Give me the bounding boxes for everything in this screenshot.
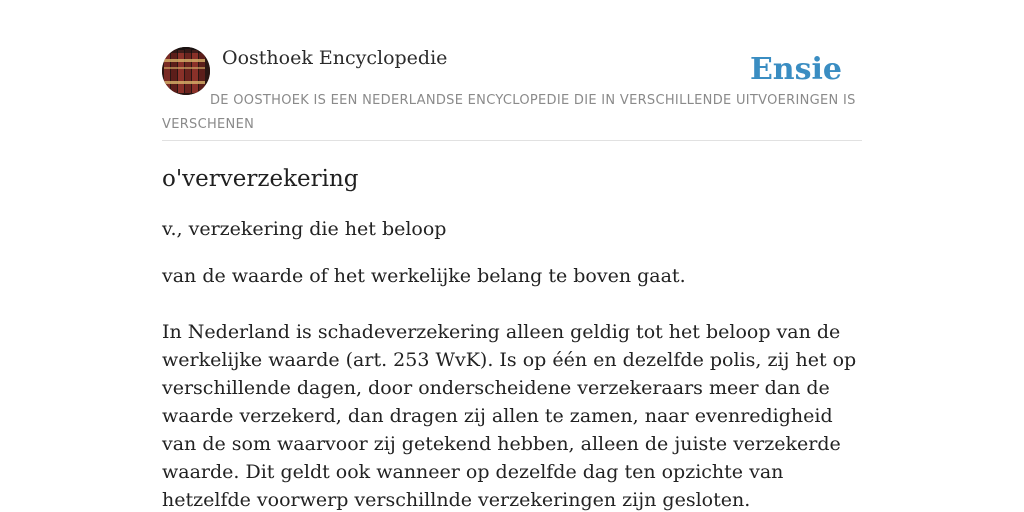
article	[162, 162, 862, 512]
site-tagline: DE OOSTHOEK IS EEN NEDERLANDSE ENCYCLOPEDIE DIE IN VERSCHILLENDE UITVOERINGEN IS VERSCHENEN	[162, 93, 856, 132]
article-title: o'ververzekering	[162, 166, 359, 192]
article-paragraph: v., verzekering die het beloop	[162, 218, 447, 240]
encyclopedia-books-avatar[interactable]	[162, 47, 210, 95]
article-paragraph: In Nederland is schadeverzekering alleen geldig tot het beloop van de werkelijke waarde (art. 253 WvK). Is op één en dezelfde polis, zij het op verschillende dagen, door onderscheidene verzekeraars meer dan de waarde verzekerd, dan dragen zij allen te zamen, naar evenredigheid van de som waarvoor zij getekend hebben, alleen de juiste verzekerde waarde. Dit geldt ook wanneer op dezelfde dag ten opzichte van hetzelfde voorwerp verschillnde verzekeringen zijn gesloten.	[162, 321, 857, 511]
site-name[interactable]: Oosthoek Encyclopedie	[222, 47, 448, 69]
article-paragraph: van de waarde of het werkelijke belang te boven gaat.	[162, 265, 686, 287]
site-header	[162, 46, 862, 141]
books-icon	[162, 47, 210, 95]
ensie-logo-link[interactable]: Ensie	[749, 52, 842, 87]
